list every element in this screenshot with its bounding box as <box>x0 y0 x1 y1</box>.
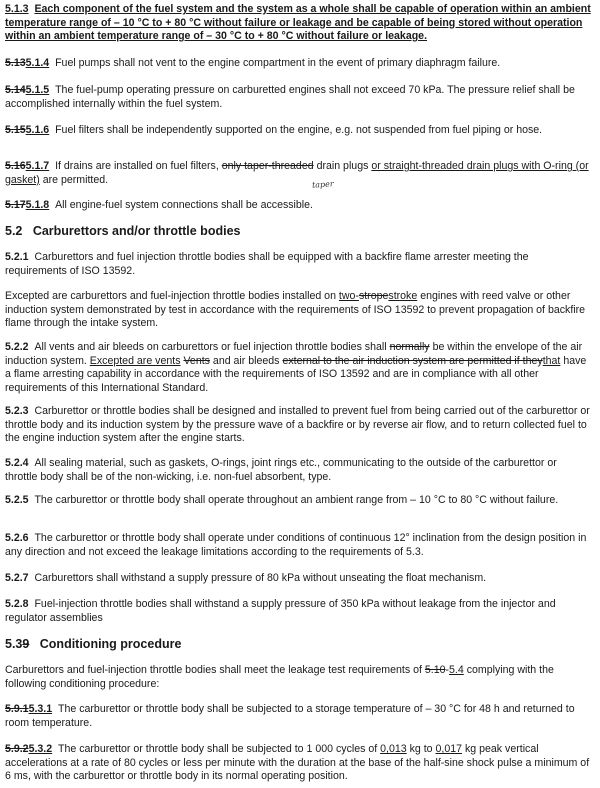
clause-text-part: engines with reed valve or other induction system demonstrated by test in accordance with the requirements of ISO 13592 to prevent propagation of backfire flame through the intake system. <box>5 290 586 329</box>
clause-number: 5.2.7 <box>5 572 29 584</box>
clause-text-part: All vents and air bleeds on carburettors or fuel injection throttle bodies shall <box>34 341 387 353</box>
clause-text-part: and air bleeds <box>212 354 280 367</box>
clause-number-new: 5.1.4 <box>25 57 50 69</box>
clause-number-old: 5.14 <box>5 84 26 96</box>
clause-number: 5.2.6 <box>5 532 29 544</box>
section-heading-5-2 <box>5 224 240 238</box>
clause-text-part: be within the envelope of the air induction system. <box>5 341 583 367</box>
clause-number: 5.2.1 <box>5 251 29 263</box>
clause-number-old: 5.17 <box>5 199 26 211</box>
clause-number-new: 5.3.1 <box>28 703 53 715</box>
clause-5-1-6 <box>5 124 591 138</box>
clause-5-2-5 <box>5 494 591 508</box>
inserted-text: stroke <box>388 290 418 302</box>
clause-5-1-4 <box>5 57 591 71</box>
section-number-deleted: 9 <box>22 637 30 651</box>
clause-number-old: 5.9.1 <box>5 703 29 715</box>
deleted-text: only taper-threaded <box>221 160 314 172</box>
inserted-text: two- <box>338 290 359 302</box>
clause-text-part: have a <box>5 354 587 380</box>
clause-5-2-6 <box>5 532 591 559</box>
clause-5-3-2 <box>5 743 591 784</box>
clause-text-part: If drains are installed on fuel filters, <box>55 160 219 172</box>
clause-5-1-3 <box>5 3 591 44</box>
clause-number-old: 5.13 <box>5 57 26 69</box>
clause-5-2-1-exception <box>5 290 591 331</box>
clause-5-3-1 <box>5 703 591 730</box>
deleted-text: strope <box>358 290 389 302</box>
section-heading-5-3 <box>5 637 181 651</box>
clause-text-part: kg peak vertical accelerations at a rate of 80 cycles or less per minute with the duration at the base of the half-sine shock pulse a minimum of 6 ms, with the carburettor or throttle body in its normal operating position. <box>5 743 590 782</box>
inserted-text: or straight-threaded drain plugs with O-ring (or gasket) <box>5 160 589 186</box>
clause-number-old: 5.15 <box>5 124 26 136</box>
inserted-text: that <box>542 354 561 367</box>
clause-text: All engine-fuel system connections shall be accessible. <box>55 199 313 211</box>
clause-number: 5.2.3 <box>5 405 29 417</box>
clause-number-new: 5.1.5 <box>25 84 50 96</box>
clause-text-part: Excepted are carburettors and fuel-injection throttle bodies installed on <box>5 290 336 302</box>
clause-5-1-8 <box>5 199 591 213</box>
clause-text: Fuel-injection throttle bodies shall withstand a supply pressure of 350 kPa without leakage from the injector and regulator assemblies <box>5 598 556 624</box>
clause-text-part: complying with the following conditioning procedure: <box>5 664 554 690</box>
clause-5-2-7 <box>5 572 591 586</box>
clause-text-part: drain plugs <box>316 160 369 172</box>
clause-number: 5.2.4 <box>5 457 29 469</box>
inserted-text: 0,017 <box>435 743 463 755</box>
clause-text: The fuel-pump operating pressure on carburetted engines shall not exceed 70 kPa. The pressure relief shall be accomplished internally within the fuel system. <box>5 84 575 110</box>
deleted-text: external to the air induction system are permitted if they <box>282 354 543 367</box>
clause-5-2-3 <box>5 405 591 446</box>
clause-number: 5.2.5 <box>5 494 29 506</box>
inserted-text: 5.4 <box>449 664 464 676</box>
clause-5-2-1 <box>5 251 591 278</box>
clause-number: 5.2.8 <box>5 598 29 610</box>
clause-text: The carburettor or throttle body shall be subjected to a storage temperature of – 30 °C for 48 h and returned to room temperature. <box>5 703 575 729</box>
section-number: 5.2 <box>5 224 23 238</box>
clause-text: All sealing material, such as gaskets, O-rings, joint rings etc., communicating to the outside of the carburettor or throttle body shall be of the non-wicking, i.e. non-fuel absorbent, type. <box>5 457 557 483</box>
clause-text-part: The carburettor or throttle body shall be subjected to 1 000 cycles of <box>58 743 378 755</box>
deleted-text: 5.10 <box>424 664 446 676</box>
clause-number-old: 5.9.2 <box>5 743 29 755</box>
deleted-text: Vents <box>183 354 210 367</box>
clause-text: Fuel pumps shall not vent to the engine compartment in the event of primary diaphragm failure. <box>55 57 501 69</box>
clause-text: The carburettor or throttle body shall operate throughout an ambient range from – 10 °C to 80 °C without failure. <box>34 494 559 506</box>
clause-text-part: - <box>445 664 450 676</box>
clause-5-2-8 <box>5 598 591 625</box>
section-title: Conditioning procedure <box>39 637 182 651</box>
clause-number: 5.2.2 <box>5 341 29 353</box>
clause-text: Fuel filters shall be independently supported on the engine, e.g. not suspended from fuel piping or hose. <box>55 124 543 136</box>
deleted-text: normally <box>389 341 430 353</box>
clause-5-2-2 <box>5 341 591 395</box>
clause-number-new: 5.1.8 <box>25 199 50 211</box>
section-number: 5.3 <box>5 637 23 651</box>
clause-text: Carburettor or throttle bodies shall be designed and installed to prevent fuel from being carried out of the carburettor or throttle body and its induction system by the pressure wave of a backfire or by reverse air flow, and to return collected fuel to the engine induction system after the engine starts. <box>5 405 590 444</box>
clause-text: Each component of the fuel system and the system as a whole shall be capable of operation within an ambient temperature range of – 10 °C to + 80 °C without failure or leakage and be capable of being stored without operation within an ambient temperature range of – 30 °C to + 80 °C without failure or leakage. <box>5 3 591 42</box>
clause-text-part: kg to <box>409 743 433 755</box>
clause-number-new: 5.1.6 <box>25 124 50 136</box>
clause-5-1-5 <box>5 84 591 111</box>
clause-number-old: 5.16 <box>5 160 26 172</box>
clause-text: Carburettors shall withstand a supply pressure of 80 kPa without unseating the float mechanism. <box>34 572 487 584</box>
section-title: Carburettors and/or throttle bodies <box>32 224 241 238</box>
clause-text-part: flame arresting capability in accordance with the requirements of ISO 13592 and are in compliance with all other requirements of this International Standard. <box>5 368 539 394</box>
inserted-text: Excepted are vents <box>89 354 181 367</box>
clause-text-part: are permitted. <box>42 173 109 186</box>
clause-5-1-7 <box>5 160 591 190</box>
clause-number-new: 5.1.7 <box>25 160 50 172</box>
inserted-text: 0,013 <box>380 743 407 755</box>
handwritten-note: taper <box>311 179 334 190</box>
clause-text: The carburettor or throttle body shall operate under conditions of continuous 12° inclination from the design position in any direction and not exceed the leakage limitations according to the requirements of 5.3. <box>5 532 587 558</box>
clause-number: 5.1.3 <box>5 3 29 15</box>
clause-number-new: 5.3.2 <box>28 743 53 755</box>
clause-text: Carburettors and fuel injection throttle bodies shall be equipped with a backfire flame arrester meeting the requirements of ISO 13592. <box>5 251 529 277</box>
clause-5-3-intro <box>5 664 591 691</box>
clause-text-part: Carburettors and fuel-injection throttle bodies shall meet the leakage test requirements of <box>5 664 422 676</box>
clause-5-2-4 <box>5 457 591 484</box>
